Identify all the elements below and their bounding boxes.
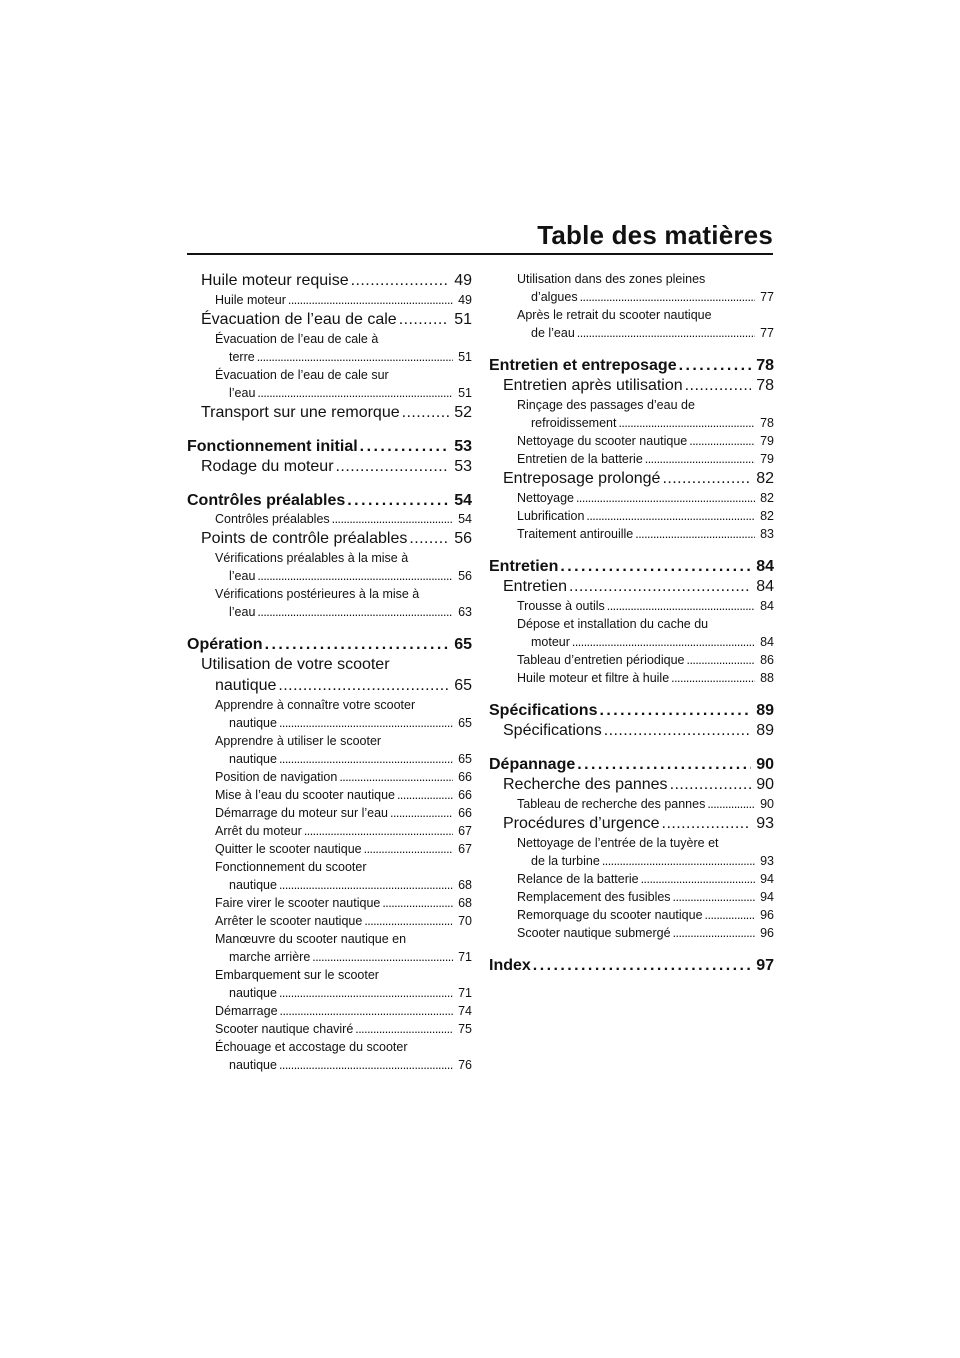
- toc-page-number: 49: [454, 272, 472, 289]
- page-title: Table des matières: [537, 220, 773, 250]
- toc-entry-text: Dépannage: [489, 756, 576, 773]
- toc-entry-text: Entretien: [503, 578, 568, 595]
- toc-entry-text: Tableau d’entretien périodique: [517, 653, 685, 667]
- dot-leader: [364, 840, 453, 858]
- section-gap: [489, 342, 774, 356]
- toc-entry-text: Procédures d’urgence: [503, 815, 660, 832]
- toc-entry-text: Fonctionnement du scooter: [215, 860, 367, 874]
- toc-entry[interactable]: [489, 720, 774, 741]
- toc-entry-text: Points de contrôle préalables: [201, 530, 408, 547]
- dot-leader: [257, 567, 453, 585]
- toc-page-number: 68: [458, 896, 472, 910]
- toc-entry[interactable]: [187, 858, 472, 894]
- toc-page-number: 84: [756, 558, 774, 575]
- toc-page-number: 53: [454, 438, 472, 455]
- toc-entry-text-cont: terre: [229, 350, 255, 364]
- toc-entry[interactable]: [187, 1020, 472, 1038]
- toc-entry-text: Trousse à outils: [517, 599, 605, 613]
- toc-entry-text: Manœuvre du scooter nautique en: [215, 932, 407, 946]
- toc-entry[interactable]: [489, 834, 774, 870]
- dot-leader: [533, 956, 751, 975]
- toc-entry-text: Huile moteur: [215, 293, 286, 307]
- toc-page-number: 65: [454, 636, 472, 653]
- toc-page-number: 83: [760, 527, 774, 541]
- toc-entry-text: Spécifications: [503, 722, 602, 739]
- toc-page-number: 90: [756, 756, 774, 773]
- toc-entry-text: Spécifications: [489, 702, 598, 719]
- toc-page-number: 49: [458, 293, 472, 307]
- toc-entry-text-cont: l’eau: [229, 386, 256, 400]
- toc-page-number: 93: [760, 854, 774, 868]
- toc-entry[interactable]: [489, 396, 774, 432]
- toc-entry-line: [215, 384, 472, 402]
- toc-page-number: 79: [760, 434, 774, 448]
- toc-entry[interactable]: [187, 930, 472, 966]
- toc-entry-text: Rodage du moteur: [201, 458, 334, 475]
- toc-entry[interactable]: [489, 870, 774, 888]
- dot-leader: [257, 603, 453, 621]
- toc-entry[interactable]: [489, 755, 774, 774]
- toc-entry[interactable]: [187, 635, 472, 654]
- toc-entry[interactable]: [187, 291, 472, 309]
- dot-leader: [278, 675, 449, 696]
- toc-entry[interactable]: [489, 489, 774, 507]
- toc-entry-text: Huile moteur requise: [201, 272, 349, 289]
- dot-leader: [577, 755, 751, 774]
- toc-page-number: 93: [756, 815, 774, 832]
- toc-entry-line: [215, 567, 472, 585]
- dot-leader: [673, 924, 756, 942]
- toc-entry[interactable]: [489, 468, 774, 489]
- toc-page-number: 94: [760, 872, 774, 886]
- toc-entry-text-cont: de la turbine: [531, 854, 600, 868]
- toc-entry-line: [215, 603, 472, 621]
- dot-leader: [332, 510, 453, 528]
- toc-entry[interactable]: [187, 549, 472, 585]
- toc-page-number: 54: [454, 492, 472, 509]
- toc-entry-line: [215, 984, 472, 1002]
- toc-entry-line: [201, 675, 472, 696]
- toc-page-number: 74: [458, 1004, 472, 1018]
- toc-entry-text: Remplacement des fusibles: [517, 890, 671, 904]
- toc-entry-text: Scooter nautique chaviré: [215, 1022, 354, 1036]
- toc-entry-text: Vérifications préalables à la mise à: [215, 551, 409, 565]
- toc-entry[interactable]: [187, 491, 472, 510]
- toc-page-number: 84: [756, 578, 774, 595]
- toc-entry-text: Index: [489, 957, 531, 974]
- toc-entry-text-cont: l’eau: [229, 605, 256, 619]
- toc-page-number: 75: [458, 1022, 472, 1036]
- dot-leader: [641, 870, 755, 888]
- toc-page-number: 96: [760, 926, 774, 940]
- toc-page-number: 54: [458, 512, 472, 526]
- toc-entry-text: Entretien de la batterie: [517, 452, 643, 466]
- toc-entry[interactable]: [489, 356, 774, 375]
- toc-entry[interactable]: [489, 270, 774, 306]
- toc-entry-text: Démarrage du moteur sur l’eau: [215, 806, 388, 820]
- toc-entry[interactable]: [187, 768, 472, 786]
- toc-entry[interactable]: [489, 597, 774, 615]
- toc-entry-text-cont: refroidissement: [531, 416, 617, 430]
- section-gap: [489, 741, 774, 755]
- toc-entry[interactable]: [187, 822, 472, 840]
- toc-entry-text-cont: nautique: [229, 752, 277, 766]
- section-gap: [187, 423, 472, 437]
- toc-entry[interactable]: [489, 557, 774, 576]
- toc-entry-text-cont: nautique: [229, 986, 277, 1000]
- toc-page-number: 65: [454, 677, 472, 694]
- dot-leader: [279, 714, 453, 732]
- dot-leader: [607, 597, 755, 615]
- toc-entry[interactable]: [489, 924, 774, 942]
- toc-entry-text-cont: moteur: [531, 635, 570, 649]
- dot-leader: [257, 384, 453, 402]
- dot-leader: [602, 852, 755, 870]
- toc-entry[interactable]: [489, 432, 774, 450]
- dot-leader: [279, 1056, 453, 1074]
- toc-page-number: 77: [760, 326, 774, 340]
- dot-leader: [397, 786, 453, 804]
- dot-leader: [347, 491, 449, 510]
- toc-entry-text-cont: marche arrière: [229, 950, 311, 964]
- toc-entry[interactable]: [187, 696, 472, 732]
- dot-leader: [279, 984, 453, 1002]
- toc-column-left: [187, 270, 472, 1074]
- toc-entry[interactable]: [187, 786, 472, 804]
- toc-entry-text: Nettoyage de l’entrée de la tuyère et: [517, 836, 719, 850]
- dot-leader: [402, 402, 450, 423]
- dot-leader: [673, 888, 756, 906]
- dot-leader: [569, 576, 751, 597]
- toc-page-number: 56: [454, 530, 472, 547]
- dot-leader: [279, 876, 453, 894]
- toc-entry-text: Utilisation dans des zones pleines: [517, 272, 706, 286]
- toc-entry-text: Lubrification: [517, 509, 585, 523]
- toc-entry-text: Arrêter le scooter nautique: [215, 914, 363, 928]
- toc-entry[interactable]: [489, 774, 774, 795]
- dot-leader: [339, 768, 453, 786]
- dot-leader: [689, 432, 755, 450]
- dot-leader: [671, 669, 755, 687]
- toc-page-number: 84: [760, 599, 774, 613]
- dot-leader: [662, 468, 751, 489]
- toc-page-number: 65: [458, 752, 472, 766]
- toc-page-number: 88: [760, 671, 774, 685]
- dot-leader: [257, 348, 453, 366]
- toc-entry[interactable]: [489, 507, 774, 525]
- dot-leader: [351, 270, 450, 291]
- toc-page-number: 89: [756, 722, 774, 739]
- toc-entry[interactable]: [489, 306, 774, 342]
- toc-entry-line: [215, 750, 472, 768]
- toc-entry-text: Traitement antirouille: [517, 527, 634, 541]
- toc-entry-line: [517, 633, 774, 651]
- toc-page-number: 68: [458, 878, 472, 892]
- dot-leader: [586, 507, 755, 525]
- dot-leader: [355, 1020, 453, 1038]
- toc-page-number: 66: [458, 770, 472, 784]
- toc-entry[interactable]: [187, 840, 472, 858]
- toc-entry-line: [215, 348, 472, 366]
- toc-entry[interactable]: [489, 615, 774, 651]
- toc-entry[interactable]: [489, 888, 774, 906]
- toc-entry-line: [215, 948, 472, 966]
- toc-entry[interactable]: [187, 654, 472, 696]
- toc-entry-text: Entreposage prolongé: [503, 470, 661, 487]
- toc-entry-text: Fonctionnement initial: [187, 438, 358, 455]
- toc-page-number: 79: [760, 452, 774, 466]
- toc-column-right: [489, 270, 774, 975]
- toc-entry-text: Contrôles préalables: [187, 492, 346, 509]
- toc-entry-line: [517, 414, 774, 432]
- dot-leader: [618, 414, 755, 432]
- toc-entry[interactable]: [187, 330, 472, 366]
- toc-entry[interactable]: [489, 450, 774, 468]
- title-rule: [187, 253, 773, 255]
- toc-entry[interactable]: [187, 1002, 472, 1020]
- dot-leader: [576, 489, 755, 507]
- toc-entry-text: Relance de la batterie: [517, 872, 639, 886]
- toc-page-number: 86: [760, 653, 774, 667]
- toc-entry[interactable]: [187, 585, 472, 621]
- toc-entry-text-cont: nautique: [229, 1058, 277, 1072]
- toc-entry-text: Embarquement sur le scooter: [215, 968, 379, 982]
- toc-page-number: 76: [458, 1058, 472, 1072]
- dot-leader: [364, 912, 453, 930]
- dot-leader: [304, 822, 453, 840]
- toc-entry[interactable]: [489, 669, 774, 687]
- toc-entry-text: Nettoyage: [517, 491, 574, 505]
- toc-page-number: 96: [760, 908, 774, 922]
- toc-entry[interactable]: [187, 402, 472, 423]
- toc-entry-text: Nettoyage du scooter nautique: [517, 434, 688, 448]
- toc-page-number: 67: [458, 842, 472, 856]
- dot-leader: [577, 324, 755, 342]
- toc-page-number: 66: [458, 788, 472, 802]
- toc-entry-text: Utilisation de votre scooter: [201, 656, 390, 673]
- toc-entry-text: Faire virer le scooter nautique: [215, 896, 381, 910]
- toc-entry[interactable]: [489, 576, 774, 597]
- toc-entry-line: [517, 288, 774, 306]
- toc-entry[interactable]: [187, 510, 472, 528]
- dot-leader: [662, 813, 752, 834]
- dot-leader: [599, 701, 751, 720]
- dot-leader: [635, 525, 755, 543]
- toc-page-number: 63: [458, 605, 472, 619]
- toc-entry-text: Tableau de recherche des pannes: [517, 797, 706, 811]
- dot-leader: [560, 557, 751, 576]
- toc-page-number: 77: [760, 290, 774, 304]
- toc-page-number: 78: [760, 416, 774, 430]
- toc-entry-text: Évacuation de l’eau de cale à: [215, 332, 379, 346]
- toc-page-number: 67: [458, 824, 472, 838]
- toc-entry-text-cont: d’algues: [531, 290, 578, 304]
- toc-page-number: 53: [454, 458, 472, 475]
- toc-page-number: 82: [756, 470, 774, 487]
- toc-entry-text: Arrêt du moteur: [215, 824, 302, 838]
- toc-entry-line: [215, 1056, 472, 1074]
- toc-entry[interactable]: [489, 795, 774, 813]
- toc-page-number: 90: [760, 797, 774, 811]
- toc-page-number: 70: [458, 914, 472, 928]
- toc-page-number: 71: [458, 950, 472, 964]
- section-gap: [489, 687, 774, 701]
- toc-entry-text: Vérifications postérieures à la mise à: [215, 587, 420, 601]
- dot-leader: [604, 720, 751, 741]
- toc-entry[interactable]: [187, 270, 472, 291]
- toc-entry-line: [215, 714, 472, 732]
- dot-leader: [288, 291, 453, 309]
- toc-entry-text: Dépose et installation du cache du: [517, 617, 709, 631]
- toc-entry[interactable]: [489, 651, 774, 669]
- toc-page-number: 84: [760, 635, 774, 649]
- toc-entry[interactable]: [187, 456, 472, 477]
- toc-entry-text-cont: nautique: [229, 878, 277, 892]
- toc-page-number: 78: [756, 377, 774, 394]
- toc-entry-text: Opération: [187, 636, 263, 653]
- toc-entry-text: Scooter nautique submergé: [517, 926, 671, 940]
- toc-entry-text: Après le retrait du scooter nautique: [517, 308, 712, 322]
- toc-entry-text: Huile moteur et filtre à huile: [517, 671, 670, 685]
- toc-entry-text: Entretien: [489, 558, 559, 575]
- toc-entry[interactable]: [489, 525, 774, 543]
- dot-leader: [312, 948, 453, 966]
- dot-leader: [705, 906, 756, 924]
- dot-leader: [685, 375, 752, 396]
- toc-entry[interactable]: [489, 375, 774, 396]
- toc-page-number: 66: [458, 806, 472, 820]
- dot-leader: [580, 288, 756, 306]
- dot-leader: [645, 450, 755, 468]
- section-gap: [187, 621, 472, 635]
- toc-page-number: 97: [756, 957, 774, 974]
- toc-entry-text: Transport sur une remorque: [201, 404, 400, 421]
- toc-entry-text: Contrôles préalables: [215, 512, 330, 526]
- toc-entry-text: Mise à l’eau du scooter nautique: [215, 788, 395, 802]
- toc-entry-text: Quitter le scooter nautique: [215, 842, 362, 856]
- toc-entry[interactable]: [187, 912, 472, 930]
- toc-entry[interactable]: [489, 701, 774, 720]
- toc-entry-text: Recherche des pannes: [503, 776, 668, 793]
- toc-entry-text: Position de navigation: [215, 770, 338, 784]
- toc-entry-text: Entretien et entreposage: [489, 357, 677, 374]
- dot-leader: [265, 635, 450, 654]
- toc-page-number: 82: [760, 491, 774, 505]
- toc-entry-text: Évacuation de l’eau de cale sur: [215, 368, 389, 382]
- toc-page-number: 51: [458, 386, 472, 400]
- toc-entry[interactable]: [187, 528, 472, 549]
- toc-entry-text-cont: de l’eau: [531, 326, 575, 340]
- toc-entry-text: Apprendre à connaître votre scooter: [215, 698, 416, 712]
- toc-page-number: 94: [760, 890, 774, 904]
- toc-page-number: 90: [756, 776, 774, 793]
- toc-page-number: 82: [760, 509, 774, 523]
- dot-leader: [572, 633, 755, 651]
- toc-entry-text: Rinçage des passages d’eau de: [517, 398, 695, 412]
- dot-leader: [670, 774, 752, 795]
- dot-leader: [360, 437, 450, 456]
- toc-entry[interactable]: [489, 956, 774, 975]
- toc-page-number: 89: [756, 702, 774, 719]
- section-gap: [489, 942, 774, 956]
- toc-page-number: 65: [458, 716, 472, 730]
- toc-entry-line: [215, 876, 472, 894]
- toc-entry-text: Démarrage: [215, 1004, 278, 1018]
- toc-entry[interactable]: [187, 366, 472, 402]
- toc-entry-text: Apprendre à utiliser le scooter: [215, 734, 382, 748]
- toc-entry[interactable]: [489, 813, 774, 834]
- toc-entry[interactable]: [187, 437, 472, 456]
- section-gap: [489, 543, 774, 557]
- toc-page-number: 78: [756, 357, 774, 374]
- toc-entry-text-cont: nautique: [229, 716, 277, 730]
- toc-entry-line: [517, 852, 774, 870]
- toc-entry[interactable]: [187, 804, 472, 822]
- toc-page-number: 51: [458, 350, 472, 364]
- toc-entry[interactable]: [489, 906, 774, 924]
- dot-leader: [279, 750, 453, 768]
- toc-entry-text-cont: nautique: [215, 677, 277, 694]
- toc-entry[interactable]: [187, 1038, 472, 1074]
- toc-entry[interactable]: [187, 732, 472, 768]
- dot-leader: [679, 356, 752, 375]
- toc-page-number: 52: [454, 404, 472, 421]
- toc-entry-text: Échouage et accostage du scooter: [215, 1040, 408, 1054]
- dot-leader: [409, 528, 449, 549]
- toc-entry[interactable]: [187, 309, 472, 330]
- toc-entry-text: Évacuation de l’eau de cale: [201, 311, 397, 328]
- section-gap: [187, 477, 472, 491]
- toc-entry-text: Entretien après utilisation: [503, 377, 683, 394]
- toc-entry-text-cont: l’eau: [229, 569, 256, 583]
- toc-entry[interactable]: [187, 966, 472, 1002]
- toc-entry-text: Remorquage du scooter nautique: [517, 908, 703, 922]
- dot-leader: [280, 1002, 454, 1020]
- toc-entry[interactable]: [187, 894, 472, 912]
- dot-leader: [399, 309, 450, 330]
- dot-leader: [687, 651, 756, 669]
- dot-leader: [336, 456, 450, 477]
- toc-page-number: 71: [458, 986, 472, 1000]
- toc-entry-line: [517, 324, 774, 342]
- toc-page-number: 51: [454, 311, 472, 328]
- toc-page-number: 56: [458, 569, 472, 583]
- dot-leader: [707, 795, 755, 813]
- dot-leader: [382, 894, 453, 912]
- dot-leader: [390, 804, 453, 822]
